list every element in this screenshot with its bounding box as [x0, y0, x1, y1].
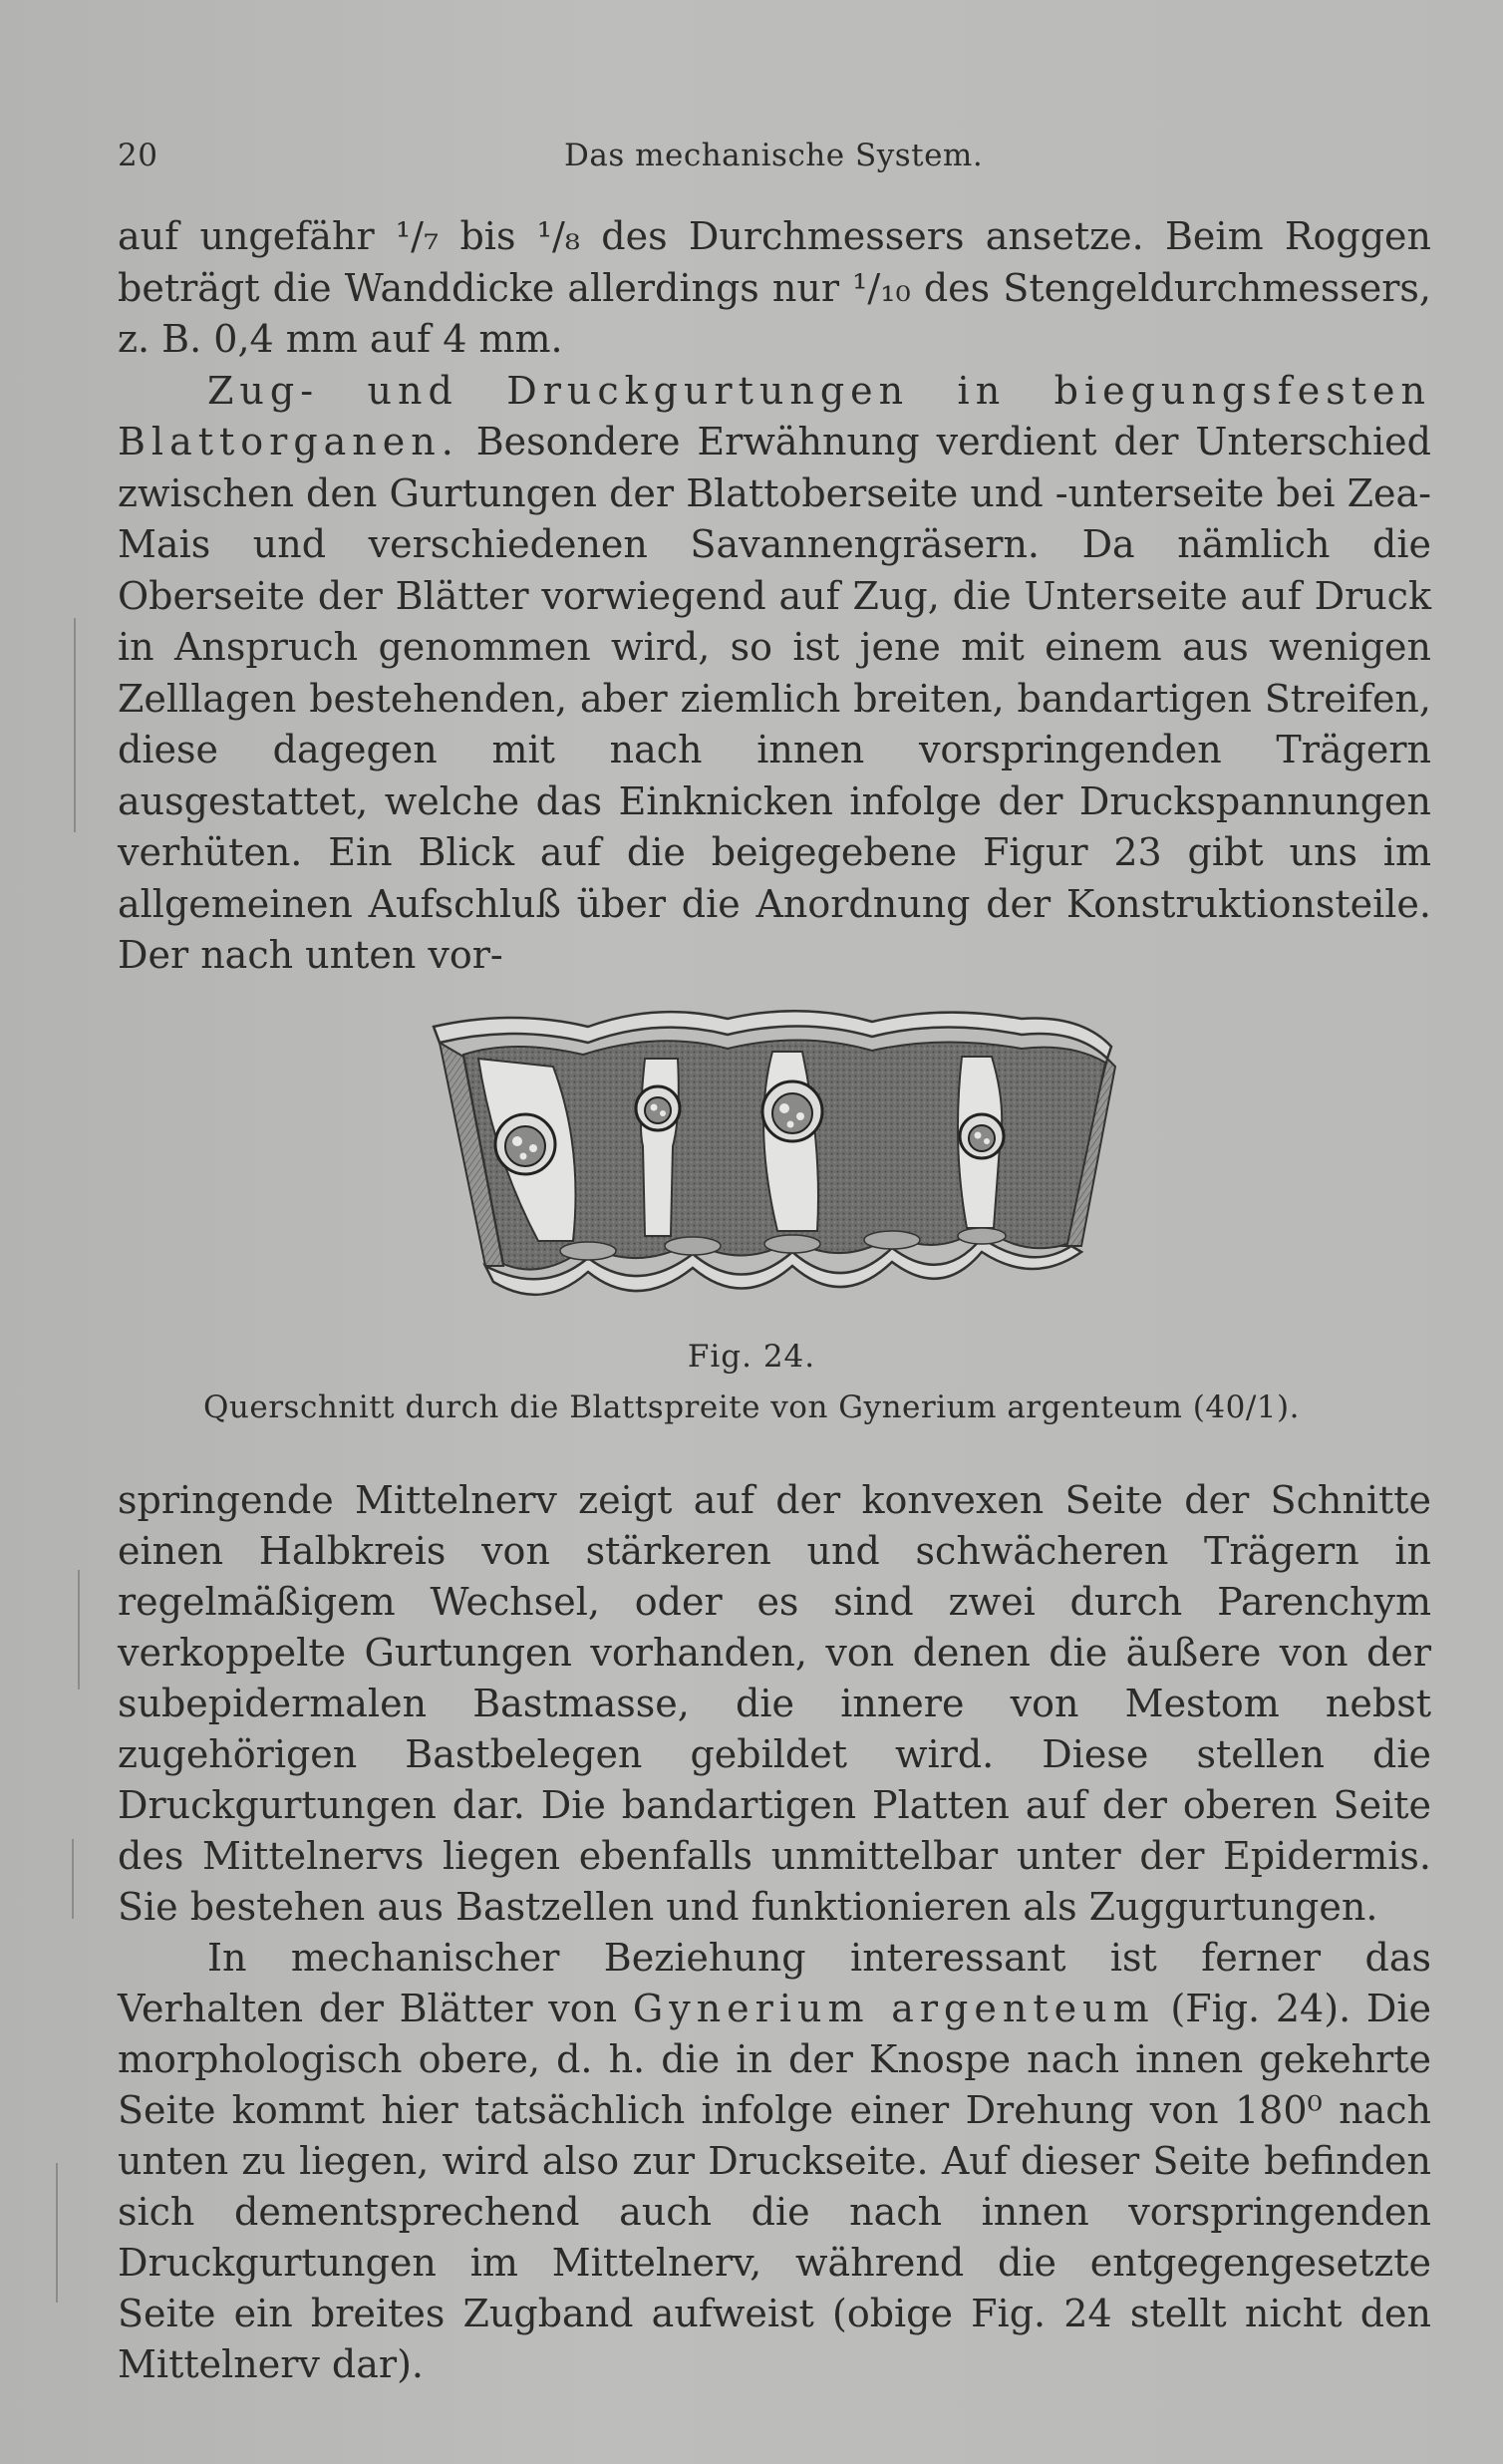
- paragraph: auf ungefähr ¹/₇ bis ¹/₈ des Durchmessers ansetze. Beim Roggen beträgt die Wanddicke allerdings nur ¹/₁₀ des Stengeldurchmessers, z. B. 0,4 mm auf 4 mm.: [118, 214, 1431, 361]
- paragraph-text: (Fig. 24). Die morphologisch obere, d. h. die in der Knospe nach innen gekehrte Seite kommt hier tatsächlich infolge einer Drehung von 180⁰ nach unten zu liegen, wird also zur Druckseite. Auf dieser Seite befinden sich dementsprechend auch die nach innen vorspringenden Druckgurtungen im Mittelnerv, während die entgegengesetzte Seite ein breites Zugband aufweist (obige Fig. 24 stellt nicht den Mittelnerv dar).: [118, 1987, 1432, 2386]
- pencil-margin-mark: [72, 1839, 74, 1919]
- paragraph-text: Besondere Erwähnung verdient der Unterschied zwischen den Gurtungen der Blattoberseite und -unterseite bei Zea-Mais und verschiedenen Savannengräsern. Da nämlich die Oberseite der Blätter vorwiegend auf Zug, die Unterseite auf Druck in Anspruch genommen wird, so ist jene mit einem aus wenigen Zelllagen bestehenden, aber ziemlich breiten, bandartigen Streifen, diese dagegen mit nach innen vorspringenden Trägern ausgestattet, welche das Einknicken infolge der Druckspannungen verhüten. Ein Blick auf die beigegebene Figur 23 gibt uns im allgemeinen Aufschluß über die Anordnung der Konstruktionsteile. Der nach unten vor-: [118, 420, 1431, 977]
- species-name: Gynerium argenteum: [632, 1987, 1155, 2030]
- paragraph: [118, 366, 1431, 982]
- paragraph: [118, 1933, 1431, 2390]
- pencil-margin-mark: [56, 2163, 58, 2303]
- paragraph-text: In mechanischer Beziehung interessant ist ferner das Verhalten der Blätter von: [118, 1936, 1431, 2030]
- figure-caption: Querschnitt durch die Blattspreite von Gynerium argenteum (40/1).: [203, 1389, 1300, 1425]
- running-title: Das mechanische System.: [564, 138, 984, 173]
- pencil-margin-mark: [74, 618, 76, 832]
- figure-label: Fig. 24.: [687, 1339, 816, 1375]
- text-block-bottom: [118, 1475, 1431, 2390]
- paragraph: springende Mittelnerv zeigt auf der konvexen Seite der Schnitte einen Halbkreis von stärkeren und schwächeren Trägern in regelmäßigem Wechsel, oder es sind zwei durch Parenchym verkoppelte Gurtungen vorhanden, von denen die äußere von der subepidermalen Bastmasse, die innere von Mestom nebst zugehörigen Bastbelegen gebildet wird. Diese stellen die Druckgurtungen dar. Die bandartigen Platten auf der oberen Seite des Mittelnervs liegen ebenfalls unmittelbar unter der Epidermis. Sie bestehen aus Bastzellen und funktionieren als Zuggurtungen.: [118, 1478, 1431, 1929]
- page-number: 20: [118, 138, 158, 173]
- section-heading: Zug- und Druckgurtungen in biegungsfesten Blattorganen.: [118, 368, 1431, 463]
- figure-leaf-cross-section: [424, 997, 1121, 1336]
- pencil-margin-mark: [78, 1570, 80, 1690]
- leaf-cross-section-illustration: [424, 997, 1121, 1336]
- text-block-top: [118, 211, 1431, 982]
